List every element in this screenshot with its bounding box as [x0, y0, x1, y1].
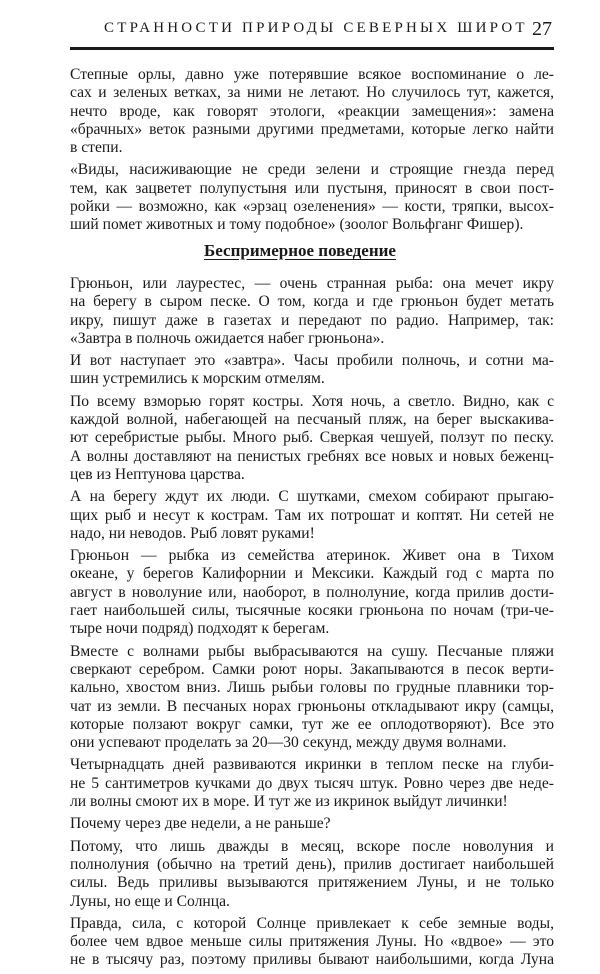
text-line: на берегу в сыром песке. О том, когда и где грюньон будет метать: [70, 293, 554, 311]
text-line: более чем вдвое меньше силы притяжения Луны. Но «вдвое» — это: [70, 933, 554, 951]
running-title: СТРАННОСТИ ПРИРОДЫ СЕВЕРНЫХ ШИРОТ: [104, 20, 528, 36]
paragraph: [70, 838, 554, 911]
text-line: надо, ни неводов. Рыб ловят руками!: [70, 524, 315, 542]
text-line: не в тысячу раз, поэтому приливы бывают наибольшими, когда Луна: [70, 951, 554, 969]
text-line: сверкают серебром. Самки роют норы. Закапываются в песок верти-: [70, 660, 554, 678]
paragraph: [70, 66, 554, 157]
text-line: Почему через две недели, а не раньше?: [70, 815, 331, 833]
text-line: «брачных» веток разными другими предметами, которые легко найти: [70, 120, 554, 138]
paragraph: [70, 815, 554, 833]
paragraph: [70, 488, 554, 543]
section-text-block: [70, 275, 554, 974]
paragraph: [70, 275, 554, 348]
text-line: «Виды, насиживающие не среди зелени и строящие гнезда перед: [70, 161, 554, 179]
paragraph: [70, 393, 554, 484]
paragraph: [70, 756, 554, 811]
text-line: шин устремились к морским отмелям.: [70, 370, 325, 388]
text-line: тем, как зацветет полупустыня или пустыня, приносят в свои пост-: [70, 179, 554, 197]
text-line: Степные орлы, давно уже потерявшие всякое воспоминание о ле-: [70, 66, 554, 83]
text-line: они успевают проделать за 20—30 секунд, между двумя волнами.: [70, 734, 507, 752]
text-line: гает наибольшей силы, тысячные косяки грюньона по ночам (три-че-: [70, 602, 554, 620]
section-heading: Беспримерное поведение: [204, 241, 396, 260]
text-line: Грюньон, или лаурестес, — очень странная рыба: она мечет икру: [70, 275, 554, 292]
text-line: полнолуния (обычно на третий день), прилив достигает наибольшей: [70, 855, 554, 873]
text-line: Потому, что лишь дважды в месяц, вскоре после новолуния и: [70, 837, 554, 855]
text-line: цев из Нептунова царства.: [70, 465, 245, 483]
text-line: не 5 сантиметров кучками до двух тысяч штук. Ровно через две неде-: [70, 774, 554, 792]
text-line: сах и зеленых ветках, за ними не летают. Но случилось тут, кажется,: [70, 84, 554, 102]
text-line: чат из земли. В песчаных норах грюньоны откладывают икру (самцы,: [70, 697, 554, 715]
text-line: силы. Ведь приливы вызываются притяжением Луны, и не только: [70, 874, 554, 892]
text-line: ли волны смоют их в море. И тут же из икринок выйдут личинки!: [70, 793, 508, 811]
paragraph: [70, 161, 554, 234]
text-line: Вместе с волнами рыбы выбрасываются на сушу. Песчаные пляжи: [70, 642, 554, 660]
paragraph: [70, 915, 554, 970]
text-line: каждой волной, набегающей на песчаный пляж, на берег выскакива-: [70, 411, 554, 429]
text-line: А волны доставляют на пенистых гребнях все новых и новых беженц-: [70, 447, 554, 465]
text-line: Правда, сила, с которой Солнце привлекает к себе земные воды,: [70, 914, 554, 932]
text-line: щих рыб и несут к кострам. Там их потрошат и коптят. Ни сетей не: [70, 506, 554, 524]
text-line: океане, у берегов Калифорнии и Мексики. Каждый год с марта по: [70, 565, 554, 583]
text-line: ют серебристые рыбы. Много рыб. Сверкая чешуей, ползут по песку.: [70, 429, 554, 447]
text-line: в степи.: [70, 139, 123, 157]
page-number: 27: [532, 18, 552, 40]
text-line: август в новолуние или, наоборот, в полнолуние, когда прилив дости-: [70, 583, 554, 601]
text-line: икру, пишут даже в газетах и передают по радио. Например, так:: [70, 311, 554, 329]
text-line: А на берегу ждут их люди. С шутками, смехом собирают прыгаю-: [70, 488, 554, 506]
text-line: Четырнадцать дней развиваются икринки в теплом песке на глуби-: [70, 756, 554, 774]
text-line: ший помет животных и тому подобное» (зоолог Вольфганг Фишер).: [70, 216, 524, 234]
paragraph: [70, 547, 554, 638]
top-text-block: [70, 66, 554, 239]
paragraph: [70, 643, 554, 753]
text-line: «Завтра в полночь ожидается набег грюньона».: [70, 329, 385, 347]
text-line: которые ползают вокруг самки, тут же ее оплодотворяют). Все это: [70, 715, 554, 733]
text-line: нечто вроде, как говорят этологи, «реакции замещения»: замена: [70, 102, 554, 120]
text-line: Грюньон — рыбка из семейства атеринок. Живет она в Тихом: [70, 547, 554, 565]
running-head: [72, 16, 552, 46]
text-line: тыре ночи подряд) подходят к берегам.: [70, 620, 330, 638]
text-line: Луны, но еще и Солнца.: [70, 892, 230, 910]
text-line: кально, хвостом вниз. Лишь рыбьи головы по грудные плавники тор-: [70, 679, 554, 697]
text-line: По всему взморью горят костры. Хотя ночь, а светло. Видно, как с: [70, 392, 554, 410]
header-rule: [70, 47, 554, 50]
text-line: И вот наступает это «завтра». Часы пробили полночь, и сотни ма-: [70, 352, 554, 370]
paragraph: [70, 352, 554, 389]
text-line: ройки — возможно, как «эрзац озеленения» — кости, тряпки, высох-: [70, 198, 554, 216]
